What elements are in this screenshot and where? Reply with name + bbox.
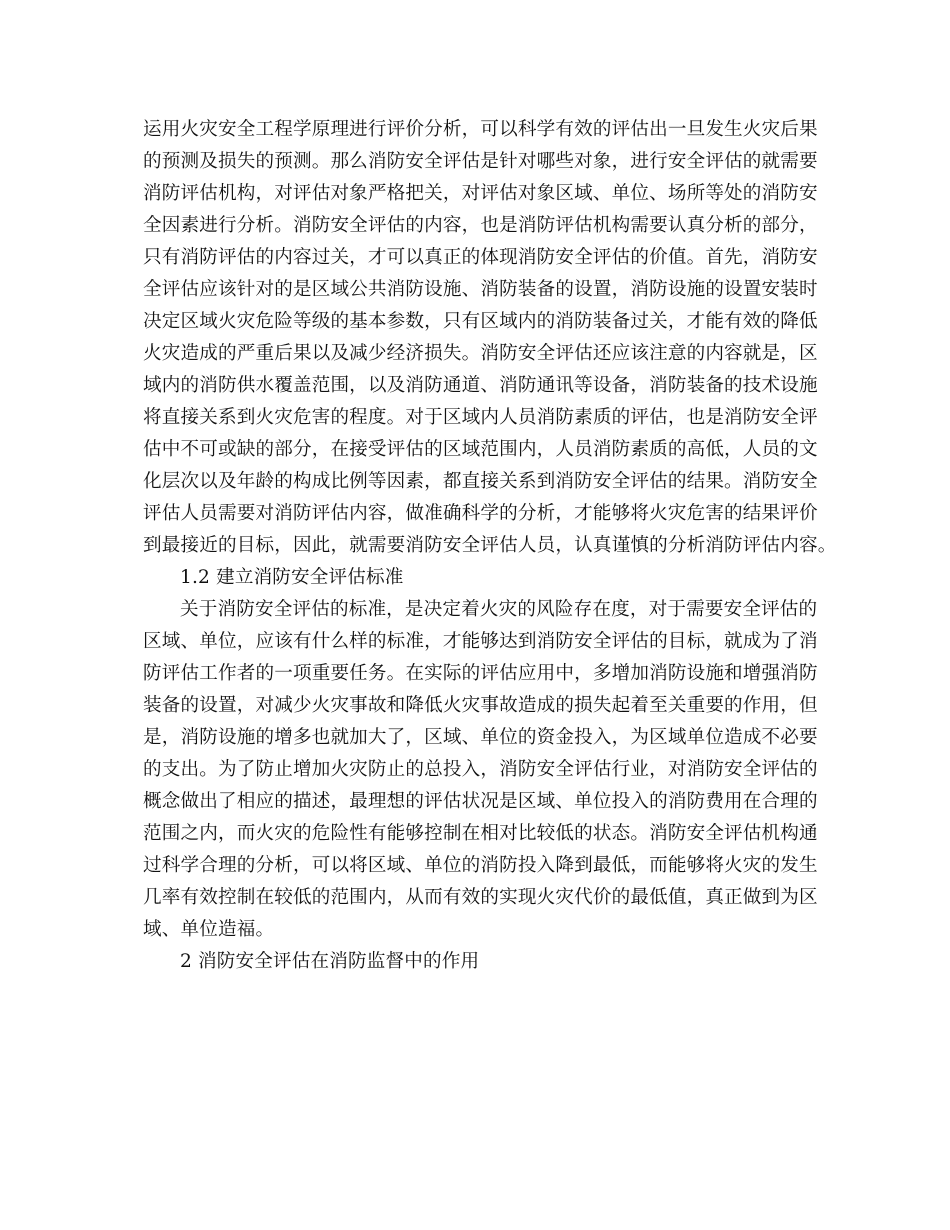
paragraph-line: 到最接近的目标，因此，就需要消防安全评估人员，认真谨慎的分析消防评估内容。: [143, 535, 837, 556]
paragraph-line: 只有消防评估的内容过关，才可以真正的体现消防安全评估的价值。首先，消防安: [143, 247, 818, 268]
paragraph-line: 运用火灾安全工程学原理进行评价分析，可以科学有效的评估出一旦发生火灾后果: [143, 119, 818, 140]
paragraph-line: 域、单位造福。: [143, 919, 275, 940]
paragraph-line: 消防评估机构，对评估对象严格把关，对评估对象区域、单位、场所等处的消防安: [143, 183, 818, 204]
paragraph-line: 全评估应该针对的是区域公共消防设施、消防装备的设置，消防设施的设置安装时: [143, 279, 818, 300]
paragraph-line: 范围之内，而火灾的危险性有能够控制在相对比较低的状态。消防安全评估机构通: [143, 823, 818, 844]
paragraph-line: 关于消防安全评估的标准，是决定着火灾的风险存在度，对于需要安全评估的: [180, 599, 818, 620]
section-heading: 2 消防安全评估在消防监督中的作用: [180, 951, 480, 972]
paragraph-line: 评估人员需要对消防评估内容，做准确科学的分析，才能够将火灾危害的结果评价: [143, 503, 818, 524]
paragraph-line: 过科学合理的分析，可以将区域、单位的消防投入降到最低，而能够将火灾的发生: [143, 855, 818, 876]
paragraph-line: 的预测及损失的预测。那么消防安全评估是针对哪些对象，进行安全评估的就需要: [143, 151, 818, 172]
paragraph-line: 域内的消防供水覆盖范围，以及消防通道、消防通讯等设备，消防装备的技术设施: [143, 375, 818, 396]
paragraph-line: 概念做出了相应的描述，最理想的评估状况是区域、单位投入的消防费用在合理的: [143, 791, 818, 812]
section-heading: 1.2 建立消防安全评估标准: [180, 567, 404, 588]
paragraph-line: 火灾造成的严重后果以及减少经济损失。消防安全评估还应该注意的内容就是，区: [143, 343, 818, 364]
paragraph-line: 几率有效控制在较低的范围内，从而有效的实现火灾代价的最低值，真正做到为区: [143, 887, 818, 908]
paragraph-line: 防评估工作者的一项重要任务。在实际的评估应用中，多增加消防设施和增强消防: [143, 663, 818, 684]
paragraph-line: 区域、单位，应该有什么样的标准，才能够达到消防安全评估的目标，就成为了消: [143, 631, 818, 652]
paragraph-line: 决定区域火灾危险等级的基本参数，只有区域内的消防装备过关，才能有效的降低: [143, 311, 818, 332]
paragraph-line: 全因素进行分析。消防安全评估的内容，也是消防评估机构需要认真分析的部分，: [143, 215, 818, 236]
paragraph-line: 将直接关系到火灾危害的程度。对于区域内人员消防素质的评估，也是消防安全评: [143, 407, 818, 428]
paragraph-line: 装备的设置，对减少火灾事故和降低火灾事故造成的损失起着至关重要的作用，但: [143, 695, 818, 716]
paragraph-line: 化层次以及年龄的构成比例等因素，都直接关系到消防安全评估的结果。消防安全: [143, 471, 818, 492]
paragraph-line: 的支出。为了防止增加火灾防止的总投入，消防安全评估行业，对消防安全评估的: [143, 759, 818, 780]
paragraph-line: 估中不可或缺的部分，在接受评估的区域范围内，人员消防素质的高低，人员的文: [143, 439, 818, 460]
paragraph-line: 是，消防设施的增多也就加大了，区域、单位的资金投入，为区域单位造成不必要: [143, 727, 818, 748]
